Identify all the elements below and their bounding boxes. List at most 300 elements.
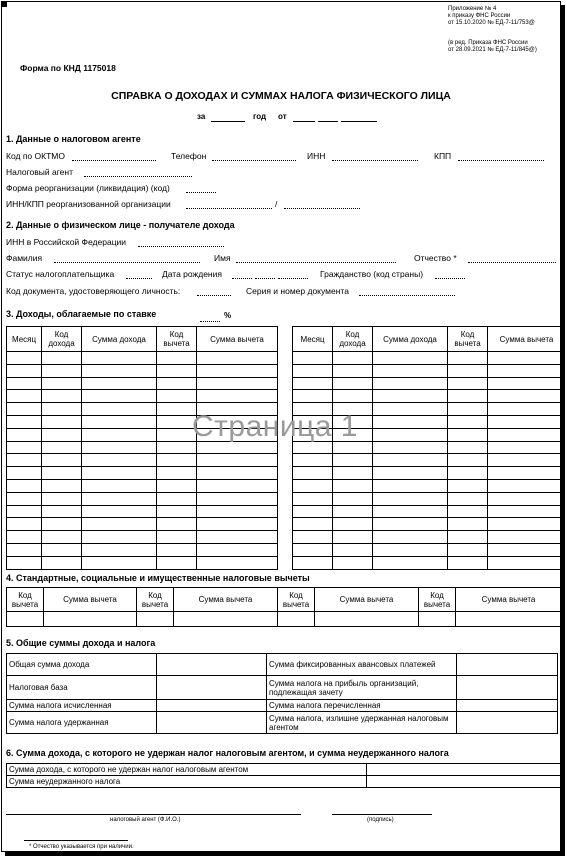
section5-title: 5. Общие суммы дохода и налога (6, 638, 156, 648)
table-cell[interactable] (448, 441, 488, 454)
table-row (7, 776, 562, 788)
table-cell[interactable] (7, 403, 42, 416)
table-cell[interactable] (197, 543, 278, 556)
table-cell[interactable] (448, 492, 488, 505)
table-row (293, 492, 562, 505)
table-cell[interactable] (293, 479, 333, 492)
table-cell[interactable] (293, 531, 333, 544)
table-cell[interactable] (42, 403, 82, 416)
table-cell[interactable] (373, 403, 448, 416)
table-header-row (293, 327, 562, 352)
table-cell[interactable] (373, 479, 448, 492)
table-cell[interactable] (7, 479, 42, 492)
slash-separator: / (275, 199, 278, 209)
revision-line: (в ред. Приказа ФНС России (448, 40, 528, 46)
col-deduction-code: Код вычета (7, 588, 44, 612)
table-cell[interactable] (42, 479, 82, 492)
col-deduction-code: Код вычета (419, 588, 456, 612)
table-cell[interactable] (488, 377, 562, 390)
reorg-kpp-field[interactable] (284, 208, 360, 209)
table-cell[interactable] (333, 377, 373, 390)
table-cell[interactable] (373, 531, 448, 544)
tax-base-label: Налоговая база (7, 676, 157, 700)
inn-label: ИНН (307, 151, 326, 161)
table-cell[interactable] (488, 556, 562, 569)
table-cell[interactable] (293, 352, 333, 365)
table-cell[interactable] (488, 531, 562, 544)
table-cell[interactable] (157, 467, 197, 480)
table-cell[interactable] (333, 454, 373, 467)
table-cell[interactable] (333, 518, 373, 531)
table-row (7, 454, 278, 467)
status-field[interactable] (126, 278, 152, 279)
table-row (7, 531, 278, 544)
table-cell[interactable] (7, 441, 42, 454)
table-cell[interactable] (82, 518, 157, 531)
section6-title: 6. Сумма дохода, с которого не удержан налог налоговым агентом, и сумма неудержанного налога (6, 748, 449, 758)
inn-rf-field[interactable] (138, 246, 224, 247)
table-cell[interactable] (333, 364, 373, 377)
table-row (7, 543, 278, 556)
table-cell[interactable] (448, 428, 488, 441)
table-cell[interactable] (197, 454, 278, 467)
tax-overwithheld-label: Сумма налога, излишне удержанная налоговым агентом (267, 712, 457, 734)
name-field[interactable] (236, 262, 396, 263)
table-cell[interactable] (373, 467, 448, 480)
profit-tax-value[interactable] (457, 676, 558, 700)
table-cell[interactable] (293, 364, 333, 377)
table-cell[interactable] (7, 364, 42, 377)
table-cell[interactable] (82, 352, 157, 365)
col-income-code: Код дохода (333, 327, 373, 352)
table-cell[interactable] (197, 531, 278, 544)
table-cell[interactable] (197, 467, 278, 480)
table-cell[interactable] (488, 505, 562, 518)
rate-field[interactable] (200, 321, 220, 322)
phone-field[interactable] (212, 160, 296, 161)
col-deduction-code: Код вычета (448, 327, 488, 352)
date-year-field[interactable] (341, 121, 377, 122)
table-cell[interactable] (373, 415, 448, 428)
table-cell[interactable] (448, 390, 488, 403)
table-cell[interactable] (157, 454, 197, 467)
appendix-note (448, 6, 535, 27)
agent-label: Налоговый агент (6, 167, 73, 177)
table-cell[interactable] (7, 518, 42, 531)
table-cell[interactable] (448, 518, 488, 531)
totals-table (6, 653, 558, 734)
period-ot: от (278, 112, 287, 121)
table-cell[interactable] (42, 352, 82, 365)
table-row (293, 377, 562, 390)
col-deduction-code: Код вычета (157, 327, 197, 352)
table-cell[interactable] (7, 390, 42, 403)
table-cell[interactable] (448, 556, 488, 569)
citizenship-label: Гражданство (код страны) (320, 269, 424, 279)
reorg-inn-label: ИНН/КПП реорганизованной организации (6, 199, 171, 209)
agent-name-field[interactable] (6, 814, 301, 815)
revision-line: от 28.09.2021 № ЕД-7-11/845@) (448, 47, 537, 53)
unwithheld-tax-value[interactable] (367, 776, 562, 788)
table-cell[interactable] (456, 612, 562, 627)
name-label: Имя (214, 253, 231, 263)
table-cell[interactable] (42, 428, 82, 441)
table-cell[interactable] (82, 556, 157, 569)
inn-field[interactable] (332, 160, 418, 161)
col-deduction-sum: Сумма вычета (174, 588, 278, 612)
table-cell[interactable] (42, 543, 82, 556)
table-row (7, 492, 278, 505)
table-cell[interactable] (7, 377, 42, 390)
table-row (7, 676, 558, 700)
table-row (7, 700, 558, 712)
table-cell[interactable] (197, 377, 278, 390)
tax-withheld-label: Сумма налога удержанная (7, 712, 157, 734)
table-cell[interactable] (197, 364, 278, 377)
table-cell[interactable] (448, 467, 488, 480)
table-cell[interactable] (157, 441, 197, 454)
table-cell[interactable] (44, 612, 137, 627)
table-cell[interactable] (82, 390, 157, 403)
table-cell[interactable] (7, 352, 42, 365)
table-row (293, 543, 562, 556)
table-cell[interactable] (7, 612, 44, 627)
table-cell[interactable] (157, 531, 197, 544)
table-cell[interactable] (157, 479, 197, 492)
table-cell[interactable] (42, 454, 82, 467)
col-deduction-sum: Сумма вычета (315, 588, 419, 612)
surname-label: Фамилия (6, 253, 43, 263)
table-cell[interactable] (315, 612, 419, 627)
table-cell[interactable] (197, 390, 278, 403)
table-cell[interactable] (157, 415, 197, 428)
table-cell[interactable] (7, 467, 42, 480)
certificate-page (1, 1, 561, 852)
tax-overwithheld-value[interactable] (457, 712, 558, 734)
table-cell[interactable] (448, 364, 488, 377)
table-cell[interactable] (157, 556, 197, 569)
table-cell[interactable] (42, 518, 82, 531)
table-cell[interactable] (488, 467, 562, 480)
section4-title: 4. Стандартные, социальные и имущественные налоговые вычеты (6, 573, 310, 583)
footnote: * Отчество указывается при наличии. (29, 844, 134, 850)
birth-day-field[interactable] (232, 278, 252, 279)
table-cell[interactable] (488, 543, 562, 556)
table-cell[interactable] (7, 454, 42, 467)
table-cell[interactable] (373, 364, 448, 377)
appendix-line: Приложение № 4 (448, 6, 497, 12)
doc-series-field[interactable] (359, 295, 455, 296)
table-cell[interactable] (82, 543, 157, 556)
table-cell[interactable] (42, 415, 82, 428)
table-cell[interactable] (157, 377, 197, 390)
col-deduction-sum: Сумма вычета (456, 588, 562, 612)
table-cell[interactable] (42, 377, 82, 390)
table-cell[interactable] (82, 492, 157, 505)
appendix-line: от 15.10.2020 № ЕД-7-11/753@ (448, 20, 535, 26)
table-cell[interactable] (448, 479, 488, 492)
reorg-form-label: Форма реорганизации (ликвидация) (код) (6, 183, 170, 193)
deductions-table (6, 587, 561, 627)
table-cell[interactable] (333, 352, 373, 365)
col-deduction-code: Код вычета (137, 588, 174, 612)
table-cell[interactable] (157, 364, 197, 377)
table-cell[interactable] (82, 428, 157, 441)
table-cell[interactable] (333, 556, 373, 569)
table-cell[interactable] (157, 492, 197, 505)
table-cell[interactable] (488, 415, 562, 428)
table-cell[interactable] (82, 403, 157, 416)
table-row (7, 654, 558, 676)
patronymic-label: Отчество * (414, 253, 457, 263)
table-cell[interactable] (419, 612, 456, 627)
table-cell[interactable] (42, 467, 82, 480)
table-cell[interactable] (488, 492, 562, 505)
table-cell[interactable] (157, 543, 197, 556)
birth-label: Дата рождения (162, 269, 222, 279)
table-cell[interactable] (157, 428, 197, 441)
table-cell[interactable] (488, 479, 562, 492)
table-cell[interactable] (7, 531, 42, 544)
percent-sign: % (224, 311, 232, 320)
table-header-row (7, 588, 562, 612)
table-cell[interactable] (488, 364, 562, 377)
table-row (7, 712, 558, 734)
table-cell[interactable] (333, 531, 373, 544)
period-za: за (197, 112, 206, 121)
table-cell[interactable] (42, 531, 82, 544)
table-row (293, 454, 562, 467)
table-cell[interactable] (333, 390, 373, 403)
total-income-value[interactable] (157, 654, 267, 676)
table-cell[interactable] (82, 377, 157, 390)
kpp-field[interactable] (458, 160, 544, 161)
table-row (293, 390, 562, 403)
table-cell[interactable] (82, 505, 157, 518)
table-row (293, 364, 562, 377)
table-cell[interactable] (333, 467, 373, 480)
table-cell[interactable] (488, 403, 562, 416)
col-deduction-code: Код вычета (278, 588, 315, 612)
table-cell[interactable] (82, 479, 157, 492)
col-deduction-sum: Сумма вычета (488, 327, 562, 352)
table-cell[interactable] (82, 441, 157, 454)
table-cell[interactable] (488, 454, 562, 467)
table-row (293, 479, 562, 492)
section2-title: 2. Данные о физическом лице - получателе дохода (6, 220, 235, 230)
table-cell[interactable] (333, 543, 373, 556)
table-cell[interactable] (373, 543, 448, 556)
table-cell[interactable] (293, 390, 333, 403)
table-header-row (7, 327, 278, 352)
table-cell[interactable] (448, 352, 488, 365)
table-cell[interactable] (197, 492, 278, 505)
table-cell[interactable] (82, 531, 157, 544)
table-cell[interactable] (448, 531, 488, 544)
section3-title: 3. Доходы, облагаемые по ставке (6, 309, 157, 319)
table-cell[interactable] (293, 543, 333, 556)
table-cell[interactable] (157, 505, 197, 518)
table-row (293, 467, 562, 480)
unwithheld-income-label: Сумма дохода, с которого не удержан налог налоговым агентом (7, 764, 367, 776)
table-cell[interactable] (174, 612, 278, 627)
total-income-label: Общая сумма дохода (7, 654, 157, 676)
table-cell[interactable] (137, 612, 174, 627)
signature-field[interactable] (332, 814, 432, 815)
col-month: Месяц (7, 327, 42, 352)
table-cell[interactable] (333, 479, 373, 492)
table-cell[interactable] (373, 454, 448, 467)
unwithheld-table (6, 763, 561, 788)
table-cell[interactable] (488, 441, 562, 454)
col-deduction-sum: Сумма вычета (197, 327, 278, 352)
table-row (293, 352, 562, 365)
table-cell[interactable] (448, 415, 488, 428)
form-code: Форма по КНД 1175018 (20, 63, 116, 73)
page-watermark: Страница 1 (192, 410, 358, 443)
table-row (7, 556, 278, 569)
table-cell[interactable] (197, 479, 278, 492)
table-row (7, 377, 278, 390)
table-cell[interactable] (488, 518, 562, 531)
table-cell[interactable] (197, 505, 278, 518)
doc-series-label: Серия и номер документа (246, 286, 349, 296)
table-cell[interactable] (448, 543, 488, 556)
table-cell[interactable] (373, 441, 448, 454)
tax-calculated-value[interactable] (157, 700, 267, 712)
table-cell[interactable] (42, 492, 82, 505)
surname-field[interactable] (54, 262, 200, 263)
col-deduction-sum: Сумма вычета (44, 588, 137, 612)
table-cell[interactable] (82, 454, 157, 467)
tax-base-value[interactable] (157, 676, 267, 700)
col-income-sum: Сумма дохода (373, 327, 448, 352)
table-cell[interactable] (333, 505, 373, 518)
fixed-advance-label: Сумма фиксированных авансовых платежей (267, 654, 457, 676)
table-cell[interactable] (293, 518, 333, 531)
table-cell[interactable] (293, 454, 333, 467)
table-cell[interactable] (42, 556, 82, 569)
col-month: Месяц (293, 327, 333, 352)
table-cell[interactable] (293, 556, 333, 569)
table-cell[interactable] (7, 415, 42, 428)
table-row (7, 764, 562, 776)
table-cell[interactable] (333, 492, 373, 505)
table-row (293, 505, 562, 518)
table-cell[interactable] (197, 556, 278, 569)
table-cell[interactable] (278, 612, 315, 627)
table-cell[interactable] (157, 403, 197, 416)
table-cell[interactable] (373, 377, 448, 390)
oktmo-field[interactable] (72, 160, 156, 161)
table-cell[interactable] (42, 390, 82, 403)
col-income-sum: Сумма дохода (82, 327, 157, 352)
table-row (7, 505, 278, 518)
table-cell[interactable] (197, 352, 278, 365)
table-cell[interactable] (82, 415, 157, 428)
period-god: год (253, 112, 267, 121)
section1-title: 1. Данные о налоговом агенте (6, 134, 141, 144)
table-cell[interactable] (197, 518, 278, 531)
birth-year-field[interactable] (278, 278, 308, 279)
table-cell[interactable] (448, 454, 488, 467)
patronymic-field[interactable] (468, 262, 556, 263)
reorg-form-field[interactable] (186, 192, 216, 193)
table-cell[interactable] (293, 377, 333, 390)
table-cell[interactable] (82, 467, 157, 480)
tax-withheld-value[interactable] (157, 712, 267, 734)
table-cell[interactable] (448, 505, 488, 518)
signature-caption: (подпись) (367, 817, 394, 823)
table-row (7, 467, 278, 480)
table-cell[interactable] (448, 377, 488, 390)
table-cell[interactable] (7, 556, 42, 569)
income-table-right (292, 326, 561, 570)
table-cell[interactable] (373, 352, 448, 365)
page-title: СПРАВКА О ДОХОДАХ И СУММАХ НАЛОГА ФИЗИЧЕСКОГО ЛИЦА (111, 90, 451, 102)
table-cell[interactable] (42, 364, 82, 377)
table-cell[interactable] (373, 518, 448, 531)
reorg-inn-field[interactable] (186, 208, 272, 209)
table-cell[interactable] (488, 352, 562, 365)
table-row (7, 479, 278, 492)
table-cell[interactable] (42, 505, 82, 518)
kpp-label: КПП (434, 151, 452, 161)
table-cell[interactable] (7, 505, 42, 518)
page-corner-mark (2, 2, 7, 7)
table-cell[interactable] (293, 505, 333, 518)
table-cell[interactable] (373, 505, 448, 518)
table-cell[interactable] (157, 390, 197, 403)
table-cell[interactable] (373, 492, 448, 505)
appendix-line: к приказу ФНС России (448, 13, 511, 19)
citizenship-field[interactable] (435, 278, 465, 279)
year-field[interactable] (211, 121, 245, 122)
table-row (7, 390, 278, 403)
table-cell[interactable] (157, 352, 197, 365)
table-cell[interactable] (157, 518, 197, 531)
table-cell[interactable] (373, 390, 448, 403)
tax-transferred-value[interactable] (457, 700, 558, 712)
revision-note (448, 40, 537, 54)
table-row (7, 364, 278, 377)
fixed-advance-value[interactable] (457, 654, 558, 676)
table-cell[interactable] (373, 556, 448, 569)
table-cell[interactable] (373, 428, 448, 441)
table-cell[interactable] (293, 492, 333, 505)
table-cell[interactable] (82, 364, 157, 377)
table-cell[interactable] (7, 428, 42, 441)
footnote-divider (24, 840, 128, 841)
table-cell[interactable] (448, 403, 488, 416)
unwithheld-income-value[interactable] (367, 764, 562, 776)
table-cell[interactable] (293, 467, 333, 480)
unwithheld-tax-label: Сумма неудержанного налога (7, 776, 367, 788)
agent-field[interactable] (84, 176, 192, 177)
date-day-field[interactable] (293, 121, 315, 122)
table-row (293, 556, 562, 569)
doc-code-field[interactable] (197, 295, 231, 296)
birth-month-field[interactable] (255, 278, 275, 279)
table-cell[interactable] (42, 441, 82, 454)
table-cell[interactable] (488, 428, 562, 441)
table-cell[interactable] (488, 390, 562, 403)
table-cell[interactable] (7, 543, 42, 556)
date-month-field[interactable] (318, 121, 338, 122)
oktmo-label: Код по ОКТМО (6, 151, 65, 161)
doc-code-label: Код документа, удостоверяющего личность: (6, 286, 181, 296)
table-cell[interactable] (7, 492, 42, 505)
